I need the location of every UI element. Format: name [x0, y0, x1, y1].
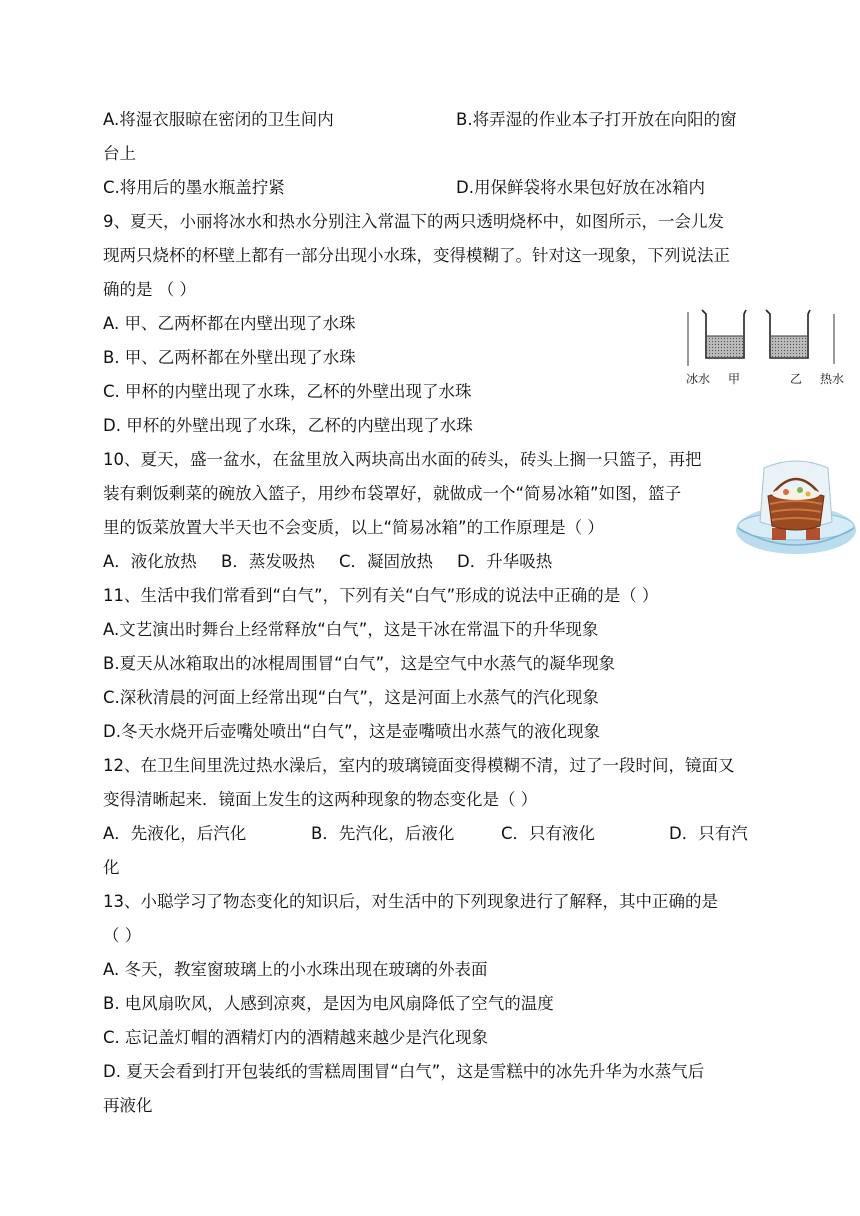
beaker-jia-icon — [702, 310, 746, 358]
q11-option-a: A.文艺演出时舞台上经常释放“白气”，这是干冰在常温下的升华现象 — [103, 620, 599, 639]
q10-option-b: B．蒸发吸热 — [221, 552, 315, 571]
label-hot-water: 热水 — [820, 372, 845, 386]
q11-option-b: B.夏天从冰箱取出的冰棍周围冒“白气”，这是空气中水蒸气的凝华现象 — [103, 654, 616, 673]
beakers-figure — [684, 304, 854, 370]
q12-option-d-cont: 化 — [103, 858, 120, 877]
q10-option-c: C．凝固放热 — [339, 552, 434, 571]
q9-option-d: D. 甲杯的外壁出现了水珠，乙杯的内壁出现了水珠 — [103, 416, 473, 435]
q13-option-d-cont: 再液化 — [103, 1096, 153, 1115]
q13-stem-line-1: 13、小聪学习了物态变化的知识后，对生活中的下列现象进行了解释，其中正确的是 — [103, 892, 718, 911]
q13-option-a: A. 冬天，教室窗玻璃上的小水珠出现在玻璃的外表面 — [103, 960, 488, 979]
q8-option-b: B.将弄湿的作业本子打开放在向阳的窗 — [456, 110, 737, 129]
q9-option-c: C. 甲杯的内壁出现了水珠，乙杯的外壁出现了水珠 — [103, 382, 472, 401]
q12-option-b: B．先汽化，后液化 — [311, 824, 455, 843]
q13-option-b: B. 电风扇吹风，人感到凉爽，是因为电风扇降低了空气的温度 — [103, 994, 554, 1013]
q13-option-d: D. 夏天会看到打开包装纸的雪糕周围冒“白气”，这是雪糕中的冰先升华为水蒸气后 — [103, 1062, 705, 1081]
q10-option-d: D．升华吸热 — [457, 552, 553, 571]
q10-stem-line-3: 里的饭菜放置大半天也不会变质，以上“简易冰箱”的工作原理是（ ） — [103, 518, 604, 537]
q11-option-d: D.冬天水烧开后壶嘴处喷出“白气”，这是壶嘴喷出水蒸气的液化现象 — [103, 722, 601, 741]
label-jia: 甲 — [728, 372, 741, 386]
q12-option-d: D．只有汽 — [669, 824, 748, 843]
q12-stem-line-1: 12、在卫生间里洗过热水澡后，室内的玻璃镜面变得模糊不清，过了一段时间，镜面又 — [103, 756, 735, 775]
q13-stem-line-2: （ ） — [103, 926, 142, 945]
q8-option-c: C.将用后的墨水瓶盖拧紧 — [103, 178, 285, 197]
q11-stem: 11、生活中我们常看到“白气”，下列有关“白气”形成的说法中正确的是（ ） — [103, 586, 659, 605]
q10-option-a: A．液化放热 — [103, 552, 197, 571]
simple-fridge-figure — [734, 452, 858, 564]
q8-option-a: A.将湿衣服晾在密闭的卫生间内 — [103, 110, 334, 129]
q12-stem-line-2: 变得清晰起来．镜面上发生的这两种现象的物态变化是（ ） — [103, 790, 538, 809]
q9-stem-line-1: 9、夏天，小丽将冰水和热水分别注入常温下的两只透明烧杯中，如图所示，一会儿发 — [103, 212, 724, 231]
q9-option-a: A. 甲、乙两杯都在内壁出现了水珠 — [103, 314, 356, 333]
q12-option-c: C．只有液化 — [501, 824, 596, 843]
q10-stem-line-2: 装有剩饭剩菜的碗放入篮子，用纱布袋罩好，就做成一个“简易冰箱”如图，篮子 — [103, 484, 682, 503]
label-yi: 乙 — [790, 372, 803, 386]
beaker-yi-icon — [766, 310, 810, 358]
q9-stem-line-3: 确的是 （ ） — [103, 280, 196, 299]
q9-option-b: B. 甲、乙两杯都在外壁出现了水珠 — [103, 348, 356, 367]
q13-option-c: C. 忘记盖灯帽的酒精灯内的酒精越来越少是汽化现象 — [103, 1028, 489, 1047]
label-ice-water: 冰水 — [686, 372, 711, 386]
q8-option-b-cont: 台上 — [103, 144, 136, 163]
q12-option-a: A．先液化，后汽化 — [103, 824, 247, 843]
q11-option-c: C.深秋清晨的河面上经常出现“白气”，这是河面上水蒸气的汽化现象 — [103, 688, 599, 707]
q12-options — [103, 823, 748, 845]
q8-option-d: D.用保鲜袋将水果包好放在冰箱内 — [456, 178, 705, 197]
q10-options — [103, 551, 552, 573]
q10-stem-line-1: 10、夏天，盛一盆水，在盆里放入两块高出水面的砖头，砖头上搁一只篮子，再把 — [103, 450, 702, 469]
q9-stem-line-2: 现两只烧杯的杯壁上都有一部分出现小水珠，变得模糊了。针对这一现象，下列说法正 — [103, 246, 730, 265]
